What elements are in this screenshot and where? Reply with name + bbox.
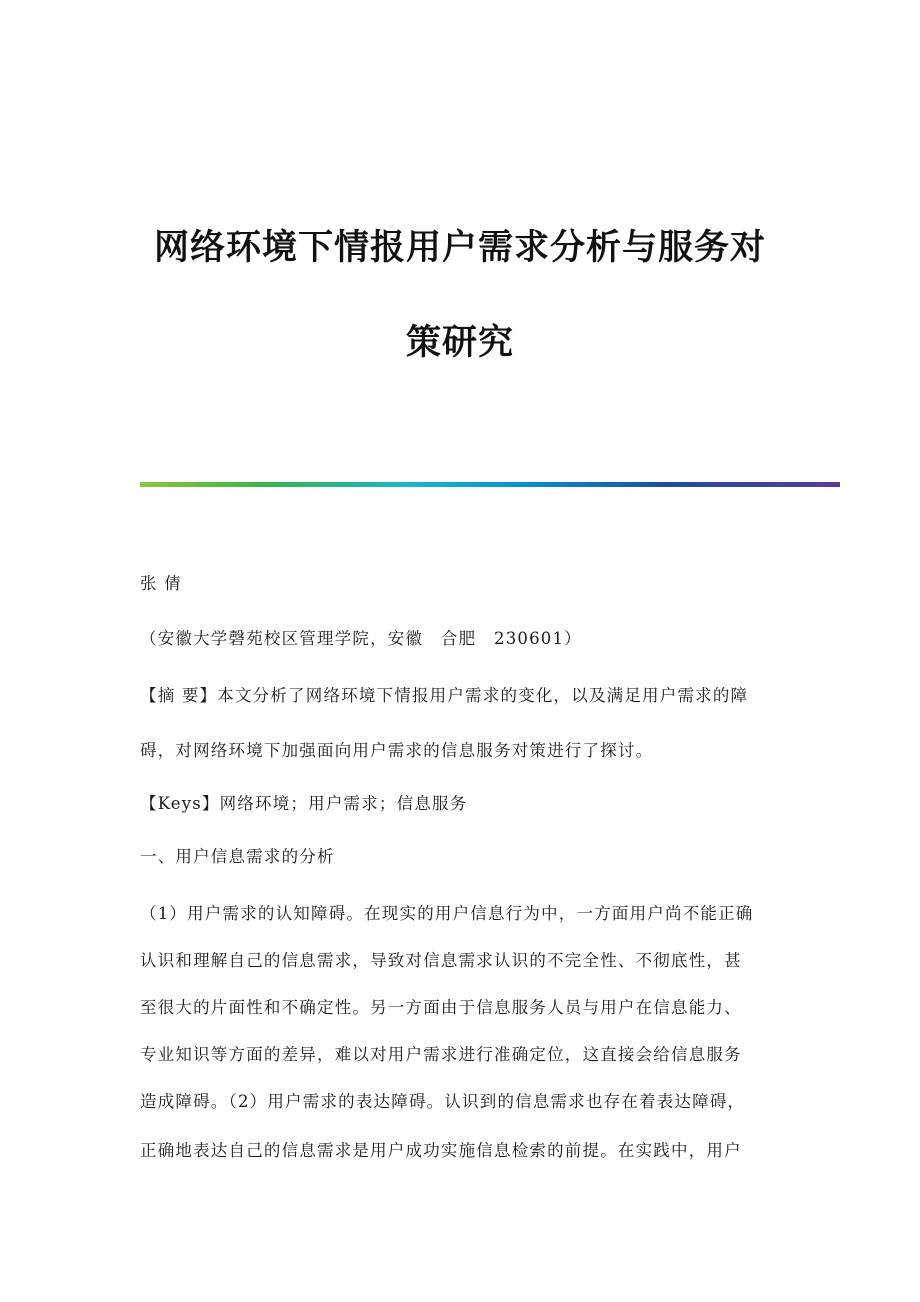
abstract-line-2: 碍，对网络环境下加强面向用户需求的信息服务对策进行了探讨。 xyxy=(140,741,654,760)
paper-title-line-2: 策研究 xyxy=(405,323,514,363)
body-text-line: 正确地表达自己的信息需求是用户成功实施信息检索的前提。在实践中，用户 xyxy=(140,1141,742,1160)
paper-title-line-1: 网络环境下情报用户需求分析与服务对 xyxy=(153,228,766,268)
abstract-line-1: 【摘 要】本文分析了网络环境下情报用户需求的变化，以及满足用户需求的障 xyxy=(140,686,749,705)
title-divider xyxy=(140,482,840,487)
body-text-line: 专业知识等方面的差异，难以对用户需求进行准确定位，这直接会给信息服务 xyxy=(140,1045,742,1064)
section-heading: 一、用户信息需求的分析 xyxy=(140,847,335,866)
body-text-line: 造成障碍。（2）用户需求的表达障碍。认识到的信息需求也存在着表达障碍， xyxy=(140,1092,746,1111)
keywords: 【Keys】网络环境；用户需求；信息服务 xyxy=(140,794,468,813)
body-text-line: 至很大的片面性和不确定性。另一方面由于信息服务人员与用户在信息能力、 xyxy=(140,998,742,1017)
body-text-line: 认识和理解自己的信息需求，导致对信息需求认识的不完全性、不彻底性，甚 xyxy=(140,951,742,970)
author-affiliation: （安徽大学磬苑校区管理学院，安徽 合肥 230601） xyxy=(140,629,582,648)
body-text-line: （1）用户需求的认知障碍。在现实的用户信息行为中，一方面用户尚不能正确 xyxy=(140,904,754,923)
author-name: 张 倩 xyxy=(140,574,182,593)
